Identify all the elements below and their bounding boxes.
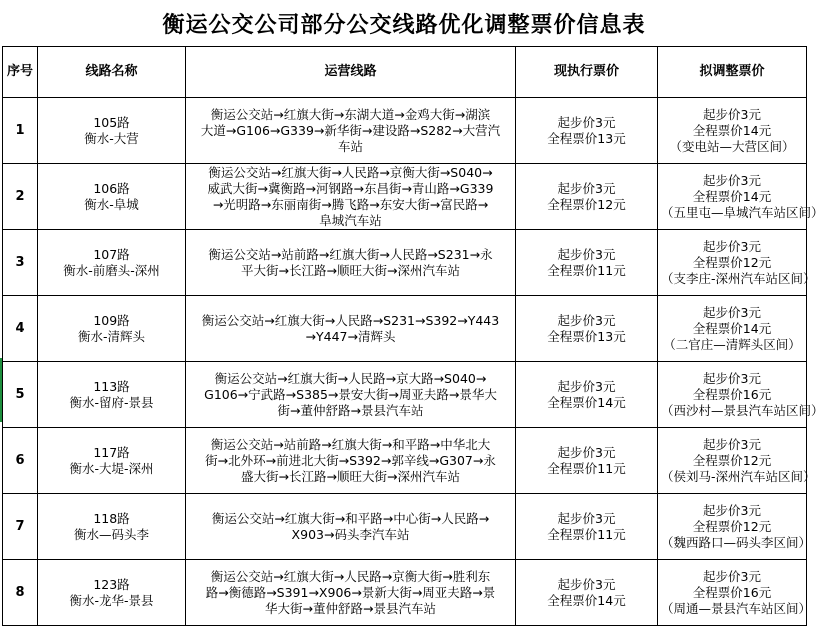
route-cell xyxy=(186,164,516,230)
current-fare-cell xyxy=(516,362,658,428)
current-fare-cell-line: 全程票价13元 xyxy=(547,328,626,344)
line-name-cell-line: 衡水-前磨头-深州 xyxy=(63,262,160,278)
proposed-fare-cell-line: 全程票价12元 xyxy=(692,254,772,270)
proposed-fare-cell-line: 起步价3元 xyxy=(703,568,761,584)
proposed-fare-cell-line: 起步价3元 xyxy=(703,106,761,122)
current-fare-cell-line: 起步价3元 xyxy=(557,180,616,196)
route-cell-line: X903→码头李汽车站 xyxy=(291,526,410,542)
line-name-cell-line: 衡水-留府-景县 xyxy=(69,394,154,410)
proposed-fare-cell xyxy=(658,164,824,230)
line-name-cell xyxy=(38,98,186,164)
line-name-cell-line: 109路 xyxy=(93,312,130,328)
line-name-cell xyxy=(38,560,186,626)
table-row xyxy=(3,98,807,164)
row-number: 4 xyxy=(3,296,38,362)
route-cell-line: 车站 xyxy=(337,138,363,154)
current-fare-cell-line: 全程票价14元 xyxy=(547,394,626,410)
current-fare-cell-line: 全程票价14元 xyxy=(547,592,626,608)
proposed-fare-cell-line: 全程票价16元 xyxy=(692,386,772,402)
line-name-cell xyxy=(38,362,186,428)
line-name-cell xyxy=(38,428,186,494)
proposed-fare-cell-line: 全程票价14元 xyxy=(692,320,772,336)
route-cell xyxy=(186,296,516,362)
route-cell-line: 华大街→董仲舒路→景县汽车站 xyxy=(265,600,436,616)
current-fare-cell xyxy=(516,98,658,164)
current-fare-cell-line: 起步价3元 xyxy=(557,576,616,592)
proposed-fare-cell-line: （侯刘马-深州汽车站区间） xyxy=(661,468,816,484)
table-row xyxy=(3,362,807,428)
current-fare-cell-line: 起步价3元 xyxy=(557,312,616,328)
table-row xyxy=(3,560,807,626)
table-header-row xyxy=(3,47,807,98)
proposed-fare-cell-line: 起步价3元 xyxy=(703,436,761,452)
line-name-cell-line: 衡水-龙华-景县 xyxy=(69,592,154,608)
line-name-cell xyxy=(38,164,186,230)
proposed-fare-cell-line: 全程票价14元 xyxy=(692,122,772,138)
row-selection-marker xyxy=(0,358,2,422)
line-name-cell xyxy=(38,494,186,560)
row-number: 8 xyxy=(3,560,38,626)
current-fare-cell xyxy=(516,560,658,626)
line-name-cell-line: 衡水-大堤-深州 xyxy=(69,460,154,476)
header-current-fare: 现执行票价 xyxy=(516,47,658,98)
header-route: 运营线路 xyxy=(186,47,516,98)
row-number: 5 xyxy=(3,362,38,428)
proposed-fare-cell-line: （周通—景县汽车站区间） xyxy=(661,600,812,616)
fare-table xyxy=(2,46,824,626)
proposed-fare-cell xyxy=(658,296,807,362)
proposed-fare-cell xyxy=(658,560,812,626)
route-cell xyxy=(186,98,516,164)
proposed-fare-cell-line: （五里屯—阜城汽车站区间） xyxy=(661,204,824,220)
route-cell-line: 平大街→长江路→顺旺大街→深州汽车站 xyxy=(241,262,460,278)
route-cell-line: 阜城汽车站 xyxy=(319,212,382,228)
table-row xyxy=(3,494,807,560)
line-name-cell-line: 衡水-阜城 xyxy=(84,196,139,212)
route-cell xyxy=(186,560,516,626)
line-name-cell-line: 118路 xyxy=(93,510,130,526)
line-name-cell-line: 106路 xyxy=(93,180,130,196)
header-no: 序号 xyxy=(3,47,38,98)
route-cell-line: 衡运公交站→红旗大街→人民路→S231→S392→Y443 xyxy=(201,312,500,328)
row-number: 3 xyxy=(3,230,38,296)
proposed-fare-cell xyxy=(658,98,807,164)
current-fare-cell xyxy=(516,296,658,362)
current-fare-cell-line: 起步价3元 xyxy=(557,378,616,394)
table-row xyxy=(3,230,807,296)
current-fare-cell-line: 全程票价13元 xyxy=(547,130,626,146)
line-name-cell-line: 105路 xyxy=(93,114,130,130)
current-fare-cell-line: 全程票价11元 xyxy=(547,460,626,476)
current-fare-cell xyxy=(516,230,658,296)
proposed-fare-cell-line: 起步价3元 xyxy=(703,172,761,188)
line-name-cell-line: 107路 xyxy=(93,246,130,262)
current-fare-cell xyxy=(516,164,658,230)
route-cell-line: 威武大街→冀衡路→河钢路→东昌街→青山路→G339 xyxy=(207,180,494,196)
proposed-fare-cell-line: 全程票价12元 xyxy=(692,518,772,534)
current-fare-cell-line: 起步价3元 xyxy=(557,444,616,460)
proposed-fare-cell-line: （西沙村—景县汽车站区间） xyxy=(661,402,824,418)
row-number: 1 xyxy=(3,98,38,164)
proposed-fare-cell-line: 全程票价16元 xyxy=(692,584,772,600)
current-fare-cell-line: 起步价3元 xyxy=(557,246,616,262)
route-cell-line: 大道→G106→G339→新华街→建设路→S282→大营汽 xyxy=(200,122,501,138)
proposed-fare-cell-line: 起步价3元 xyxy=(703,502,761,518)
line-name-cell xyxy=(38,230,186,296)
route-cell xyxy=(186,230,516,296)
header-proposed-fare: 拟调整票价 xyxy=(658,47,807,98)
page-title: 衡运公交公司部分公交线路优化调整票价信息表 xyxy=(162,12,646,38)
current-fare-cell-line: 全程票价11元 xyxy=(547,262,626,278)
row-number: 7 xyxy=(3,494,38,560)
proposed-fare-cell xyxy=(658,230,816,296)
current-fare-cell-line: 起步价3元 xyxy=(557,114,616,130)
route-cell-line: 衡运公交站→红旗大街→人民路→京衡大街→S040→ xyxy=(208,164,493,180)
proposed-fare-cell-line: 起步价3元 xyxy=(703,304,761,320)
header-line-name: 线路名称 xyxy=(38,47,186,98)
current-fare-cell xyxy=(516,428,658,494)
route-cell-line: 街→北外环→前进北大街→S392→郭辛线→G307→永 xyxy=(205,452,496,468)
route-cell-line: 街→董仲舒路→景县汽车站 xyxy=(277,402,424,418)
route-cell-line: →Y447→清辉头 xyxy=(305,328,396,344)
route-cell-line: 衡运公交站→站前路→红旗大街→和平路→中华北大 xyxy=(210,436,491,452)
route-cell-line: 衡运公交站→站前路→红旗大街→人民路→S231→永 xyxy=(208,246,493,262)
route-cell-line: 衡运公交站→红旗大街→和平路→中心街→人民路→ xyxy=(211,510,490,526)
line-name-cell-line: 113路 xyxy=(93,378,130,394)
row-number: 2 xyxy=(3,164,38,230)
line-name-cell-line: 117路 xyxy=(93,444,130,460)
line-name-cell-line: 衡水-清辉头 xyxy=(77,328,145,344)
proposed-fare-cell-line: 起步价3元 xyxy=(703,238,761,254)
proposed-fare-cell xyxy=(658,494,812,560)
proposed-fare-cell xyxy=(658,362,824,428)
current-fare-cell-line: 全程票价12元 xyxy=(547,196,626,212)
route-cell xyxy=(186,428,516,494)
route-cell xyxy=(186,362,516,428)
route-cell-line: G106→宁武路→S385→景安大街→周亚夫路→景华大 xyxy=(204,386,497,402)
route-cell-line: 路→衡德路→S391→X906→景新大街→周亚夫路→景 xyxy=(205,584,496,600)
proposed-fare-cell xyxy=(658,428,816,494)
route-cell-line: 衡运公交站→红旗大街→人民路→京衡大街→胜利东 xyxy=(210,568,491,584)
route-cell-line: 衡运公交站→红旗大街→东湖大道→金鸡大街→湖滨 xyxy=(210,106,491,122)
proposed-fare-cell-line: （变电站—大营区间） xyxy=(669,138,795,154)
line-name-cell-line: 123路 xyxy=(93,576,130,592)
table-row xyxy=(3,164,807,230)
route-cell-line: 盛大街→长江路→顺旺大街→深州汽车站 xyxy=(241,468,460,484)
proposed-fare-cell-line: （二官庄—清辉头区间） xyxy=(663,336,801,352)
current-fare-cell-line: 全程票价11元 xyxy=(547,526,626,542)
proposed-fare-cell-line: 起步价3元 xyxy=(703,370,761,386)
line-name-cell-line: 衡水—码头李 xyxy=(73,526,149,542)
proposed-fare-cell-line: （支李庄-深州汽车站区间） xyxy=(661,270,816,286)
route-cell-line: 衡运公交站→红旗大街→人民路→京大路→S040→ xyxy=(214,370,487,386)
line-name-cell xyxy=(38,296,186,362)
current-fare-cell xyxy=(516,494,658,560)
line-name-cell-line: 衡水-大营 xyxy=(84,130,139,146)
proposed-fare-cell-line: 全程票价12元 xyxy=(692,452,772,468)
proposed-fare-cell-line: （魏西路口—码头李区间） xyxy=(661,534,812,550)
route-cell-line: →光明路→东丽南街→腾飞路→东安大街→富民路→ xyxy=(212,196,489,212)
proposed-fare-cell-line: 全程票价14元 xyxy=(692,188,772,204)
row-number: 6 xyxy=(3,428,38,494)
current-fare-cell-line: 起步价3元 xyxy=(557,510,616,526)
route-cell xyxy=(186,494,516,560)
table-row xyxy=(3,428,807,494)
table-row xyxy=(3,296,807,362)
